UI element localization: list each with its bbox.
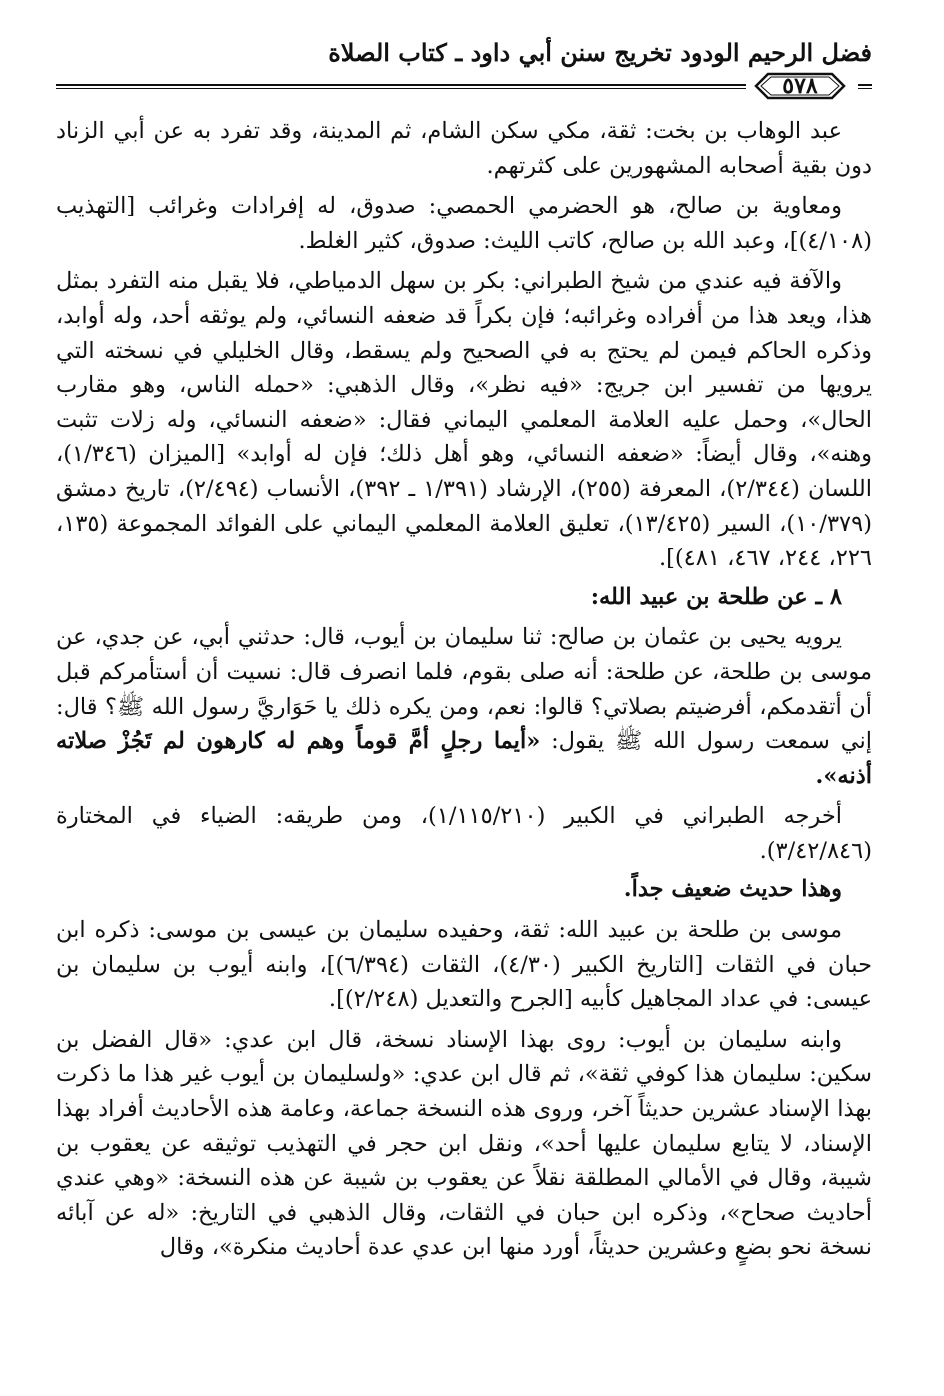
- paragraph: [56, 189, 872, 258]
- paragraph-text: موسى بن طلحة بن عبيد الله: ثقة، وحفيده سليمان بن عيسى بن موسى: ذكره ابن حبان في الثقات [التاريخ الكبير (٤/٣٠)، الثقات (٦/٣٩٤)]، وابنه أيوب بن سليمان بن عيسى: في عداد المجاهيل كأبيه [الجرح والتعديل (٢/٢٤٨)].: [56, 917, 873, 1013]
- book-page: [56, 0, 872, 1396]
- paragraph-text: ومعاوية بن صالح، هو الحضرمي الحمصي: صدوق، له إفرادات وغرائب [التهذيب (٤/١٠٨)]، وعبد الله بن صالح، كاتب الليث: صدوق، كثير الغلط.: [56, 193, 872, 254]
- header-rule: [56, 72, 872, 102]
- verdict-heading: [56, 872, 872, 907]
- running-header-title: فضل الرحيم الودود تخريج سنن أبي داود ـ كتاب الصلاة: [328, 38, 872, 67]
- paragraph-text: والآفة فيه عندي من شيخ الطبراني: بكر بن سهل الدمياطي، فلا يقبل منه التفرد بمثل هذا، ويعد هذا من أفراده وغرائبه؛ فإن بكراً قد ضعفه النسائي، ولم يوثقه أحد، وله أوابد، وذكره الحاكم فيمن لم يحتج به في الصحيح ولم يسقط، وقال الخليلي في نسخته التي يرويها من تفسير ابن جريج: «فيه نظر»، وقال الذهبي: «حمله الناس، وهو مقارب الحال»، وحمل عليه العلامة المعلمي اليماني فقال: «ضعفه النسائي، وله زلات تثبت وهنه»، وقال أيضاً: «ضعفه النسائي، وهو أهل ذلك؛ فإن له أوابد» [الميزان (١/٣٤٦)، اللسان (٢/٣٤٤)، المعرفة (٢٥٥)، الإرشاد (١/٣٩١ ـ ٣٩٢)، الأنساب (٢/٤٩٤)، تاريخ دمشق (١٠/٣٧٩)، السير (١٣/٤٢٥)، تعليق العلامة المعلمي اليماني على الفوائد المجموعة (١٣٥، ٢٢٦، ٢٤٤، ٤٦٧، ٤٨١)].: [56, 268, 872, 572]
- section-heading: [56, 580, 872, 615]
- paragraph: [56, 114, 872, 183]
- paragraph: [56, 620, 872, 793]
- page-number: ٥٧٨: [782, 73, 818, 99]
- section-heading-text: ٨ ـ عن طلحة بن عبيد الله:: [590, 583, 842, 610]
- paragraph: [56, 799, 872, 868]
- hadith-text: «أيما رجلٍ أمَّ قوماً وهم له كارهون لم تَجُزْ صلاته أذنه».: [56, 728, 872, 789]
- paragraph-text: أخرجه الطبراني في الكبير (١/١١٥/٢١٠)، ومن طريقه: الضياء في المختارة (٣/٤٢/٨٤٦).: [56, 803, 872, 864]
- paragraph-text: وابنه سليمان بن أيوب: روى بهذا الإسناد نسخة، قال ابن عدي: «قال الفضل بن سكين: سليمان هذا كوفي ثقة»، ثم قال ابن عدي: «ولسليمان بن أيوب غير هذا ما ذكرت بهذا الإسناد عشرين حديثاً آخر، وروى هذه النسخة جماعة، وعامة هذه الأحاديث أفراد بهذا الإسناد، لا يتابع سليمان عليها أحد»، ونقل ابن حجر في التهذيب توثيقه عن يعقوب بن شيبة، وقال في الأمالي المطلقة نقلاً عن يعقوب بن شيبة عن هذه النسخة: «وهي عندي أحاديث صحاح»، وذكره ابن حبان في الثقات، وقال الذهبي في التاريخ: «له عن آبائه نسخة نحو بضعٍ وعشرين حديثاً، أورد منها ابن عدي عدة أحاديث منكرة»، وقال: [56, 1026, 872, 1261]
- page-number-frame: [754, 72, 846, 100]
- header-rule-line: [56, 84, 746, 89]
- header-rule-line-end: [858, 84, 872, 89]
- paragraph: [56, 1023, 872, 1265]
- paragraph: [56, 913, 872, 1017]
- paragraph-text: يرويه يحيى بن عثمان بن صالح: ثنا سليمان بن أيوب، قال: حدثني أبي، عن جدي، عن موسى بن طلحة، عن طلحة: أنه صلى بقوم، فلما انصرف قال: نسيت أن أستأمركم قبل أن أتقدمكم، أفرضيتم بصلاتي؟ قالوا: نعم، ومن يكره ذلك يا حَوَاريَّ رسول الله ﷺ؟ قال: إني سمعت رسول الله ﷺ يقول:: [56, 624, 872, 755]
- paragraph: [56, 264, 872, 575]
- verdict-heading-text: وهذا حديث ضعيف جداً.: [623, 876, 842, 903]
- paragraph-text: عبد الوهاب بن بخت: ثقة، مكي سكن الشام، ثم المدينة، وقد تفرد به عن أبي الزناد دون بقية أصحابه المشهورين على كثرتهم.: [56, 118, 872, 179]
- page-body: [56, 114, 872, 1265]
